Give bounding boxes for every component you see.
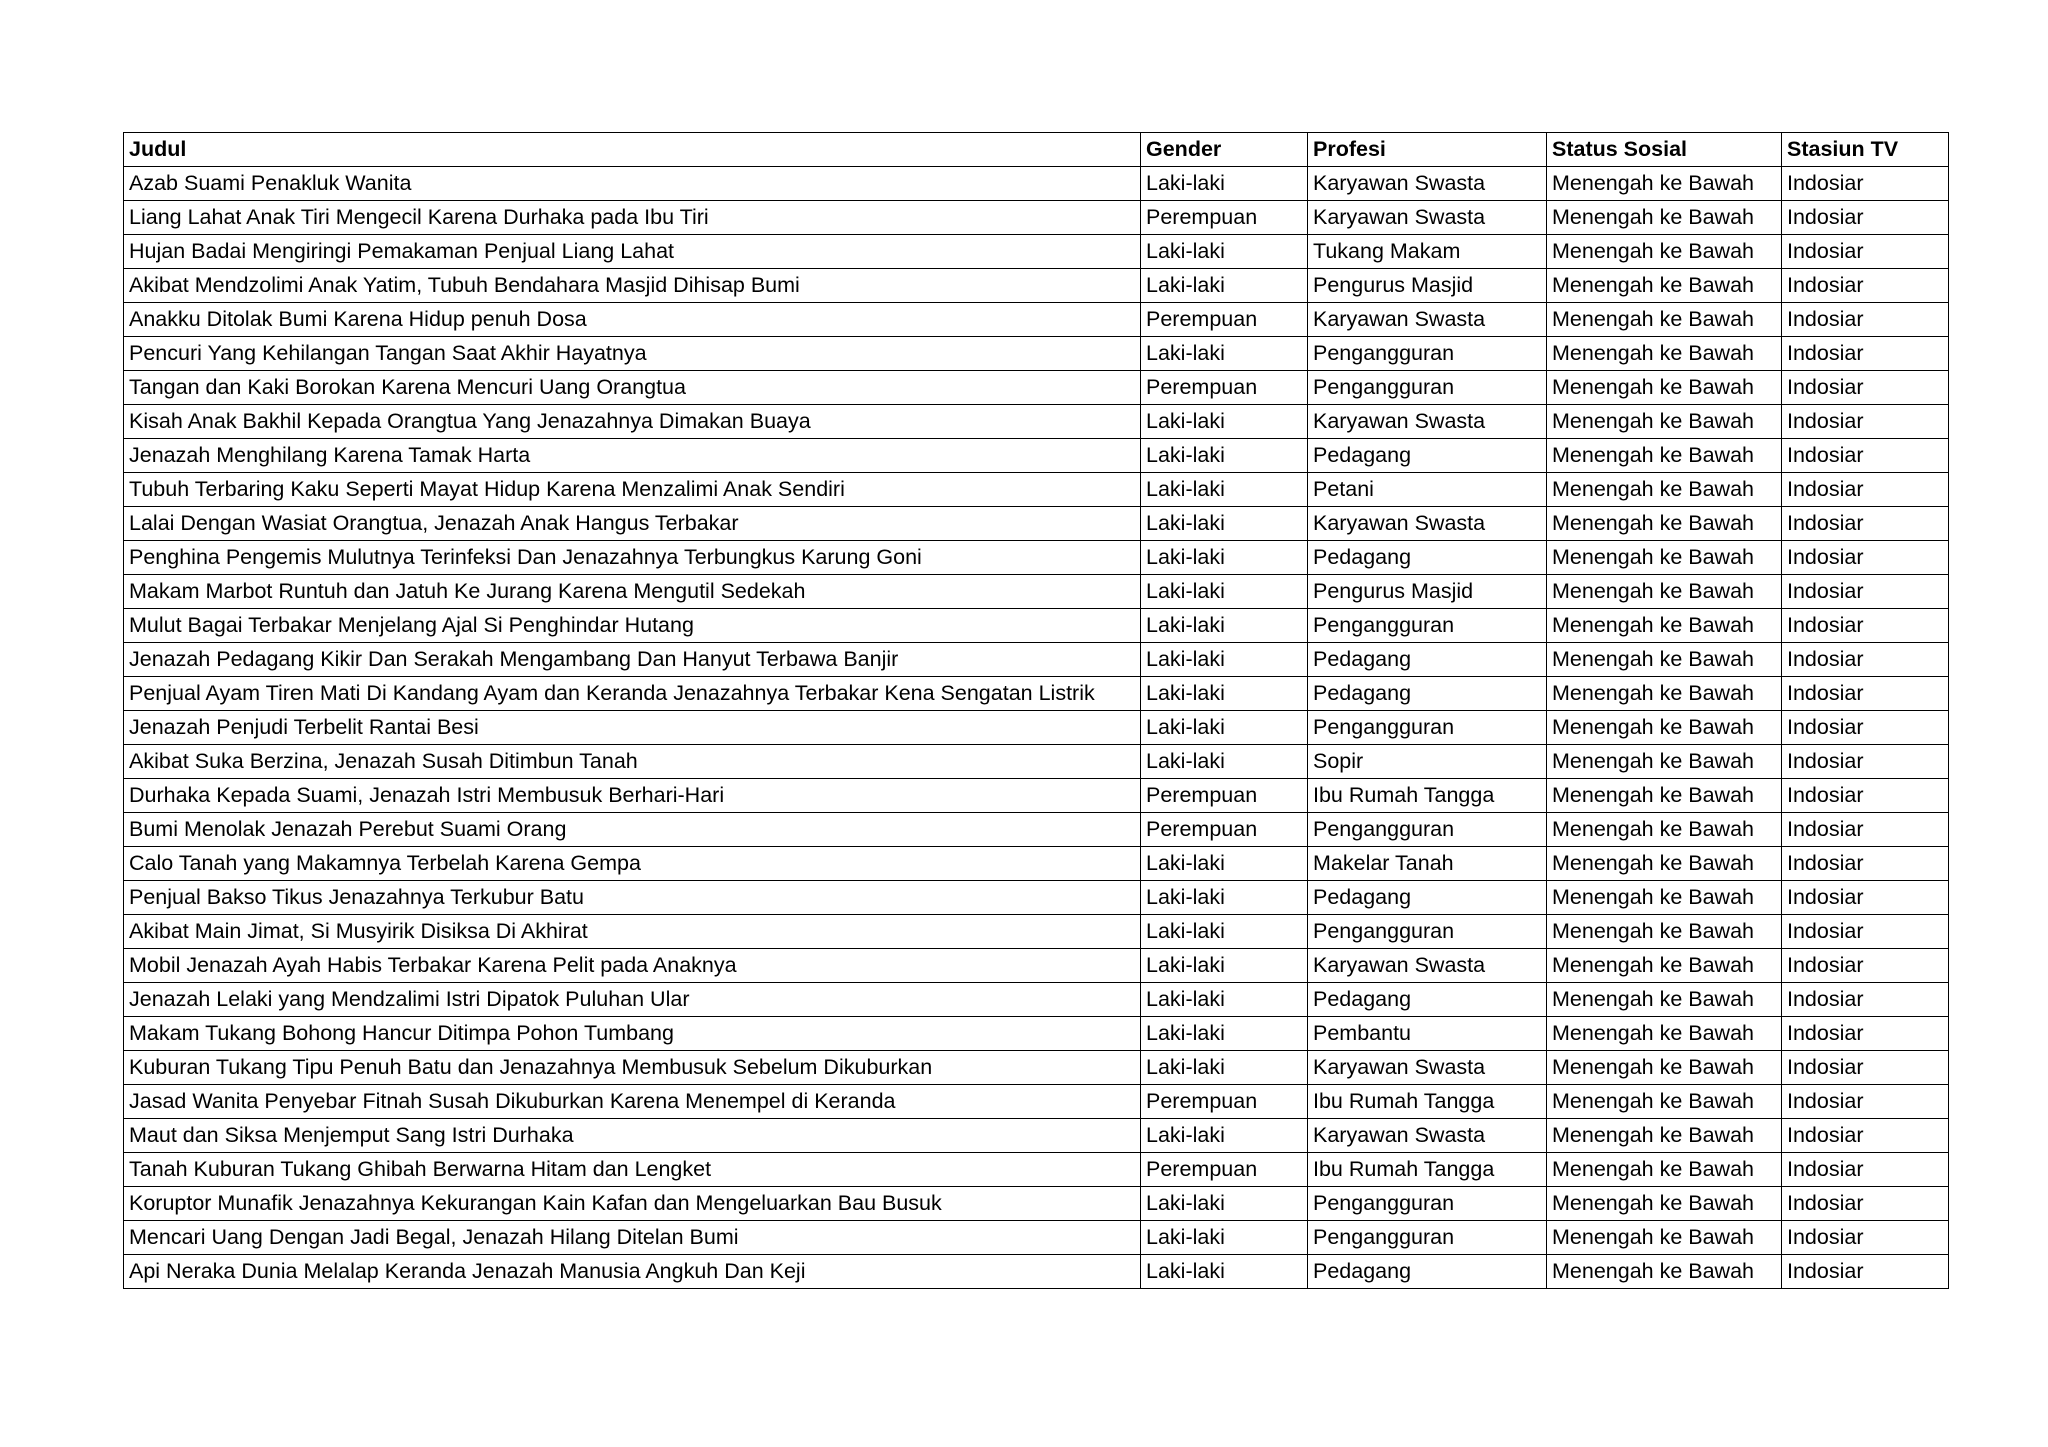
cell-judul: Tanah Kuburan Tukang Ghibah Berwarna Hitam dan Lengket xyxy=(124,1153,1141,1187)
cell-judul: Jenazah Pedagang Kikir Dan Serakah Mengambang Dan Hanyut Terbawa Banjir xyxy=(124,643,1141,677)
table-row xyxy=(124,813,1949,847)
cell-profesi: Karyawan Swasta xyxy=(1308,201,1547,235)
cell-judul: Jenazah Menghilang Karena Tamak Harta xyxy=(124,439,1141,473)
cell-stasiun-tv: Indosiar xyxy=(1782,779,1949,813)
table-row xyxy=(124,847,1949,881)
header-gender: Gender xyxy=(1141,133,1308,167)
cell-gender: Perempuan xyxy=(1141,201,1308,235)
cell-status-sosial: Menengah ke Bawah xyxy=(1547,779,1782,813)
cell-stasiun-tv: Indosiar xyxy=(1782,677,1949,711)
cell-gender: Perempuan xyxy=(1141,779,1308,813)
cell-judul: Bumi Menolak Jenazah Perebut Suami Orang xyxy=(124,813,1141,847)
cell-judul: Liang Lahat Anak Tiri Mengecil Karena Durhaka pada Ibu Tiri xyxy=(124,201,1141,235)
cell-profesi: Pedagang xyxy=(1308,643,1547,677)
cell-gender: Laki-laki xyxy=(1141,609,1308,643)
cell-profesi: Petani xyxy=(1308,473,1547,507)
cell-judul: Jasad Wanita Penyebar Fitnah Susah Dikuburkan Karena Menempel di Keranda xyxy=(124,1085,1141,1119)
cell-status-sosial: Menengah ke Bawah xyxy=(1547,1187,1782,1221)
cell-gender: Laki-laki xyxy=(1141,541,1308,575)
cell-status-sosial: Menengah ke Bawah xyxy=(1547,541,1782,575)
cell-gender: Laki-laki xyxy=(1141,643,1308,677)
cell-status-sosial: Menengah ke Bawah xyxy=(1547,473,1782,507)
cell-profesi: Pedagang xyxy=(1308,881,1547,915)
cell-stasiun-tv: Indosiar xyxy=(1782,915,1949,949)
table-row xyxy=(124,711,1949,745)
cell-status-sosial: Menengah ke Bawah xyxy=(1547,303,1782,337)
cell-status-sosial: Menengah ke Bawah xyxy=(1547,269,1782,303)
cell-profesi: Pengangguran xyxy=(1308,371,1547,405)
header-stasiun-tv: Stasiun TV xyxy=(1782,133,1949,167)
cell-stasiun-tv: Indosiar xyxy=(1782,541,1949,575)
cell-status-sosial: Menengah ke Bawah xyxy=(1547,1153,1782,1187)
cell-gender: Laki-laki xyxy=(1141,1255,1308,1289)
cell-judul: Mencari Uang Dengan Jadi Begal, Jenazah Hilang Ditelan Bumi xyxy=(124,1221,1141,1255)
cell-status-sosial: Menengah ke Bawah xyxy=(1547,711,1782,745)
cell-judul: Makam Marbot Runtuh dan Jatuh Ke Jurang Karena Mengutil Sedekah xyxy=(124,575,1141,609)
cell-profesi: Karyawan Swasta xyxy=(1308,303,1547,337)
cell-status-sosial: Menengah ke Bawah xyxy=(1547,949,1782,983)
cell-judul: Anakku Ditolak Bumi Karena Hidup penuh Dosa xyxy=(124,303,1141,337)
cell-stasiun-tv: Indosiar xyxy=(1782,1221,1949,1255)
cell-gender: Laki-laki xyxy=(1141,235,1308,269)
cell-stasiun-tv: Indosiar xyxy=(1782,473,1949,507)
cell-gender: Laki-laki xyxy=(1141,167,1308,201)
cell-profesi: Karyawan Swasta xyxy=(1308,507,1547,541)
cell-stasiun-tv: Indosiar xyxy=(1782,439,1949,473)
cell-profesi: Pengurus Masjid xyxy=(1308,269,1547,303)
cell-stasiun-tv: Indosiar xyxy=(1782,949,1949,983)
cell-gender: Perempuan xyxy=(1141,1153,1308,1187)
cell-profesi: Pedagang xyxy=(1308,541,1547,575)
cell-profesi: Pengangguran xyxy=(1308,337,1547,371)
table-row xyxy=(124,1085,1949,1119)
cell-status-sosial: Menengah ke Bawah xyxy=(1547,915,1782,949)
cell-gender: Laki-laki xyxy=(1141,847,1308,881)
cell-stasiun-tv: Indosiar xyxy=(1782,1119,1949,1153)
cell-gender: Perempuan xyxy=(1141,303,1308,337)
cell-gender: Laki-laki xyxy=(1141,1187,1308,1221)
cell-profesi: Pengangguran xyxy=(1308,1221,1547,1255)
cell-stasiun-tv: Indosiar xyxy=(1782,711,1949,745)
cell-status-sosial: Menengah ke Bawah xyxy=(1547,337,1782,371)
cell-gender: Laki-laki xyxy=(1141,677,1308,711)
cell-stasiun-tv: Indosiar xyxy=(1782,643,1949,677)
cell-stasiun-tv: Indosiar xyxy=(1782,405,1949,439)
cell-gender: Laki-laki xyxy=(1141,745,1308,779)
table-row xyxy=(124,337,1949,371)
cell-stasiun-tv: Indosiar xyxy=(1782,371,1949,405)
cell-profesi: Karyawan Swasta xyxy=(1308,405,1547,439)
cell-stasiun-tv: Indosiar xyxy=(1782,983,1949,1017)
table-row xyxy=(124,1153,1949,1187)
table-row xyxy=(124,167,1949,201)
table-row xyxy=(124,507,1949,541)
cell-gender: Laki-laki xyxy=(1141,1119,1308,1153)
cell-profesi: Makelar Tanah xyxy=(1308,847,1547,881)
table-body xyxy=(124,167,1949,1289)
cell-gender: Laki-laki xyxy=(1141,405,1308,439)
cell-stasiun-tv: Indosiar xyxy=(1782,745,1949,779)
cell-stasiun-tv: Indosiar xyxy=(1782,847,1949,881)
cell-status-sosial: Menengah ke Bawah xyxy=(1547,609,1782,643)
cell-profesi: Pengangguran xyxy=(1308,1187,1547,1221)
cell-status-sosial: Menengah ke Bawah xyxy=(1547,1119,1782,1153)
cell-gender: Perempuan xyxy=(1141,813,1308,847)
cell-judul: Makam Tukang Bohong Hancur Ditimpa Pohon Tumbang xyxy=(124,1017,1141,1051)
cell-gender: Laki-laki xyxy=(1141,881,1308,915)
cell-judul: Api Neraka Dunia Melalap Keranda Jenazah Manusia Angkuh Dan Keji xyxy=(124,1255,1141,1289)
header-status-sosial: Status Sosial xyxy=(1547,133,1782,167)
cell-status-sosial: Menengah ke Bawah xyxy=(1547,643,1782,677)
cell-judul: Penghina Pengemis Mulutnya Terinfeksi Dan Jenazahnya Terbungkus Karung Goni xyxy=(124,541,1141,575)
cell-gender: Laki-laki xyxy=(1141,269,1308,303)
cell-stasiun-tv: Indosiar xyxy=(1782,881,1949,915)
cell-judul: Akibat Mendzolimi Anak Yatim, Tubuh Bendahara Masjid Dihisap Bumi xyxy=(124,269,1141,303)
header-judul: Judul xyxy=(124,133,1141,167)
cell-gender: Laki-laki xyxy=(1141,711,1308,745)
table-row xyxy=(124,1255,1949,1289)
cell-gender: Laki-laki xyxy=(1141,983,1308,1017)
table-row xyxy=(124,1017,1949,1051)
cell-judul: Kisah Anak Bakhil Kepada Orangtua Yang Jenazahnya Dimakan Buaya xyxy=(124,405,1141,439)
cell-judul: Akibat Suka Berzina, Jenazah Susah Ditimbun Tanah xyxy=(124,745,1141,779)
cell-gender: Laki-laki xyxy=(1141,473,1308,507)
cell-status-sosial: Menengah ke Bawah xyxy=(1547,405,1782,439)
cell-judul: Koruptor Munafik Jenazahnya Kekurangan Kain Kafan dan Mengeluarkan Bau Busuk xyxy=(124,1187,1141,1221)
cell-profesi: Pedagang xyxy=(1308,677,1547,711)
cell-judul: Jenazah Penjudi Terbelit Rantai Besi xyxy=(124,711,1141,745)
table-row xyxy=(124,983,1949,1017)
table-row xyxy=(124,575,1949,609)
cell-profesi: Pembantu xyxy=(1308,1017,1547,1051)
table-row xyxy=(124,949,1949,983)
cell-gender: Perempuan xyxy=(1141,371,1308,405)
cell-profesi: Ibu Rumah Tangga xyxy=(1308,1085,1547,1119)
cell-gender: Laki-laki xyxy=(1141,1221,1308,1255)
cell-judul: Maut dan Siksa Menjemput Sang Istri Durhaka xyxy=(124,1119,1141,1153)
table-row xyxy=(124,439,1949,473)
cell-judul: Penjual Ayam Tiren Mati Di Kandang Ayam dan Keranda Jenazahnya Terbakar Kena Sengatan Listrik xyxy=(124,677,1141,711)
table-row xyxy=(124,677,1949,711)
cell-profesi: Karyawan Swasta xyxy=(1308,167,1547,201)
cell-status-sosial: Menengah ke Bawah xyxy=(1547,881,1782,915)
cell-stasiun-tv: Indosiar xyxy=(1782,235,1949,269)
cell-judul: Jenazah Lelaki yang Mendzalimi Istri Dipatok Puluhan Ular xyxy=(124,983,1141,1017)
cell-profesi: Ibu Rumah Tangga xyxy=(1308,1153,1547,1187)
cell-judul: Kuburan Tukang Tipu Penuh Batu dan Jenazahnya Membusuk Sebelum Dikuburkan xyxy=(124,1051,1141,1085)
data-table xyxy=(123,132,1949,1289)
cell-status-sosial: Menengah ke Bawah xyxy=(1547,167,1782,201)
cell-gender: Laki-laki xyxy=(1141,439,1308,473)
cell-judul: Tubuh Terbaring Kaku Seperti Mayat Hidup Karena Menzalimi Anak Sendiri xyxy=(124,473,1141,507)
cell-gender: Laki-laki xyxy=(1141,575,1308,609)
cell-stasiun-tv: Indosiar xyxy=(1782,1255,1949,1289)
cell-stasiun-tv: Indosiar xyxy=(1782,303,1949,337)
table-header-row xyxy=(124,133,1949,167)
cell-profesi: Karyawan Swasta xyxy=(1308,949,1547,983)
cell-profesi: Tukang Makam xyxy=(1308,235,1547,269)
table-row xyxy=(124,473,1949,507)
cell-status-sosial: Menengah ke Bawah xyxy=(1547,507,1782,541)
cell-status-sosial: Menengah ke Bawah xyxy=(1547,677,1782,711)
table-row xyxy=(124,201,1949,235)
cell-gender: Laki-laki xyxy=(1141,507,1308,541)
cell-judul: Durhaka Kepada Suami, Jenazah Istri Membusuk Berhari-Hari xyxy=(124,779,1141,813)
table-row xyxy=(124,1221,1949,1255)
cell-status-sosial: Menengah ke Bawah xyxy=(1547,1221,1782,1255)
cell-stasiun-tv: Indosiar xyxy=(1782,337,1949,371)
cell-profesi: Pedagang xyxy=(1308,983,1547,1017)
cell-gender: Laki-laki xyxy=(1141,1017,1308,1051)
cell-gender: Laki-laki xyxy=(1141,337,1308,371)
cell-gender: Laki-laki xyxy=(1141,949,1308,983)
cell-status-sosial: Menengah ke Bawah xyxy=(1547,235,1782,269)
cell-judul: Akibat Main Jimat, Si Musyirik Disiksa Di Akhirat xyxy=(124,915,1141,949)
table-row xyxy=(124,779,1949,813)
cell-judul: Mulut Bagai Terbakar Menjelang Ajal Si Penghindar Hutang xyxy=(124,609,1141,643)
cell-status-sosial: Menengah ke Bawah xyxy=(1547,847,1782,881)
cell-judul: Lalai Dengan Wasiat Orangtua, Jenazah Anak Hangus Terbakar xyxy=(124,507,1141,541)
cell-profesi: Pedagang xyxy=(1308,439,1547,473)
table-row xyxy=(124,643,1949,677)
cell-status-sosial: Menengah ke Bawah xyxy=(1547,1085,1782,1119)
cell-status-sosial: Menengah ke Bawah xyxy=(1547,1255,1782,1289)
cell-judul: Pencuri Yang Kehilangan Tangan Saat Akhir Hayatnya xyxy=(124,337,1141,371)
cell-profesi: Karyawan Swasta xyxy=(1308,1119,1547,1153)
cell-judul: Mobil Jenazah Ayah Habis Terbakar Karena Pelit pada Anaknya xyxy=(124,949,1141,983)
table-row xyxy=(124,1051,1949,1085)
table-row xyxy=(124,915,1949,949)
cell-stasiun-tv: Indosiar xyxy=(1782,1085,1949,1119)
cell-judul: Calo Tanah yang Makamnya Terbelah Karena Gempa xyxy=(124,847,1141,881)
cell-profesi: Pengangguran xyxy=(1308,711,1547,745)
cell-judul: Penjual Bakso Tikus Jenazahnya Terkubur Batu xyxy=(124,881,1141,915)
cell-judul: Azab Suami Penakluk Wanita xyxy=(124,167,1141,201)
cell-status-sosial: Menengah ke Bawah xyxy=(1547,201,1782,235)
cell-profesi: Pengangguran xyxy=(1308,813,1547,847)
cell-profesi: Sopir xyxy=(1308,745,1547,779)
cell-status-sosial: Menengah ke Bawah xyxy=(1547,745,1782,779)
cell-judul: Hujan Badai Mengiringi Pemakaman Penjual Liang Lahat xyxy=(124,235,1141,269)
table-row xyxy=(124,1187,1949,1221)
cell-status-sosial: Menengah ke Bawah xyxy=(1547,439,1782,473)
cell-profesi: Pengangguran xyxy=(1308,915,1547,949)
table-row xyxy=(124,269,1949,303)
table-row xyxy=(124,235,1949,269)
cell-stasiun-tv: Indosiar xyxy=(1782,1017,1949,1051)
cell-stasiun-tv: Indosiar xyxy=(1782,201,1949,235)
cell-status-sosial: Menengah ke Bawah xyxy=(1547,1017,1782,1051)
cell-status-sosial: Menengah ke Bawah xyxy=(1547,983,1782,1017)
cell-profesi: Pengurus Masjid xyxy=(1308,575,1547,609)
cell-stasiun-tv: Indosiar xyxy=(1782,269,1949,303)
table-row xyxy=(124,541,1949,575)
cell-profesi: Pengangguran xyxy=(1308,609,1547,643)
cell-status-sosial: Menengah ke Bawah xyxy=(1547,1051,1782,1085)
table-row xyxy=(124,303,1949,337)
cell-status-sosial: Menengah ke Bawah xyxy=(1547,575,1782,609)
table-row xyxy=(124,405,1949,439)
cell-gender: Laki-laki xyxy=(1141,1051,1308,1085)
table-row xyxy=(124,1119,1949,1153)
table-row xyxy=(124,609,1949,643)
cell-stasiun-tv: Indosiar xyxy=(1782,609,1949,643)
cell-status-sosial: Menengah ke Bawah xyxy=(1547,813,1782,847)
cell-stasiun-tv: Indosiar xyxy=(1782,813,1949,847)
cell-status-sosial: Menengah ke Bawah xyxy=(1547,371,1782,405)
cell-profesi: Karyawan Swasta xyxy=(1308,1051,1547,1085)
cell-judul: Tangan dan Kaki Borokan Karena Mencuri Uang Orangtua xyxy=(124,371,1141,405)
cell-stasiun-tv: Indosiar xyxy=(1782,167,1949,201)
table-row xyxy=(124,371,1949,405)
cell-gender: Perempuan xyxy=(1141,1085,1308,1119)
cell-stasiun-tv: Indosiar xyxy=(1782,1187,1949,1221)
table-row xyxy=(124,745,1949,779)
cell-profesi: Ibu Rumah Tangga xyxy=(1308,779,1547,813)
cell-stasiun-tv: Indosiar xyxy=(1782,507,1949,541)
cell-stasiun-tv: Indosiar xyxy=(1782,1153,1949,1187)
cell-stasiun-tv: Indosiar xyxy=(1782,1051,1949,1085)
header-profesi: Profesi xyxy=(1308,133,1547,167)
cell-gender: Laki-laki xyxy=(1141,915,1308,949)
cell-profesi: Pedagang xyxy=(1308,1255,1547,1289)
table-row xyxy=(124,881,1949,915)
cell-stasiun-tv: Indosiar xyxy=(1782,575,1949,609)
